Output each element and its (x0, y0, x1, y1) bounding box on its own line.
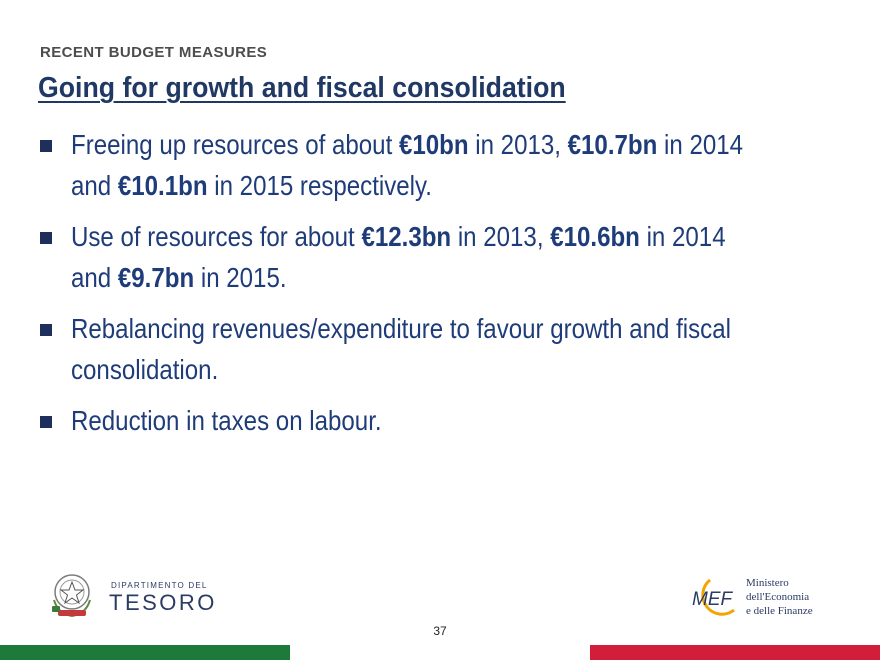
bullet-list (38, 124, 868, 451)
text-segment: Rebalancing revenues/expenditure to favour growth and fiscal (71, 313, 731, 344)
bullet-item (38, 308, 868, 390)
text-segment: and (71, 262, 118, 293)
section-label: RECENT BUDGET MEASURES (40, 44, 268, 61)
text-segment: Freeing up resources of about (71, 129, 399, 160)
bullet-text (71, 124, 871, 206)
square-bullet-icon (40, 416, 52, 428)
bullet-line (71, 165, 871, 206)
slide-title: Going for growth and fiscal consolidation (38, 72, 566, 104)
bullet-line (71, 349, 871, 390)
mef-text (746, 576, 813, 618)
text-segment: and (71, 170, 118, 201)
bullet-line (71, 308, 871, 349)
square-bullet-icon (40, 232, 52, 244)
mef-line-1: Ministero (746, 577, 789, 589)
bold-amount: €9.7bn (117, 262, 195, 293)
bullet-line (71, 400, 871, 441)
text-segment: in 2015 respectively. (207, 170, 432, 201)
text-segment: in 2014 (657, 129, 744, 160)
text-segment: consolidation. (71, 354, 219, 385)
bullet-line (71, 124, 871, 165)
mef-logo-icon (690, 574, 744, 620)
mef-line-2: dell'Economia (746, 591, 810, 603)
text-segment: in 2013, (451, 221, 551, 252)
flag-stripe-white (290, 645, 590, 660)
text-segment: in 2014 (639, 221, 726, 252)
bullet-text (71, 216, 871, 298)
bold-amount: €12.3bn (361, 221, 452, 252)
bold-amount: €10.1bn (117, 170, 208, 201)
text-segment: Reduction in taxes on labour. (71, 405, 382, 436)
tesoro-small-text: DIPARTIMENTO DEL (111, 581, 208, 590)
flag-stripe-red (590, 645, 880, 660)
bullet-line (71, 216, 871, 257)
text-segment: Use of resources for about (71, 221, 362, 252)
bullet-text (71, 400, 871, 441)
bullet-item (38, 124, 868, 206)
bullet-item (38, 216, 868, 298)
page-number: 37 (433, 624, 447, 638)
bullet-item (38, 400, 868, 441)
svg-text:MEF: MEF (692, 589, 733, 610)
mef-line-3: e delle Finanze (746, 605, 813, 617)
flag-stripe-green (0, 645, 290, 660)
bullet-text (71, 308, 871, 390)
bold-amount: €10.6bn (550, 221, 640, 252)
tesoro-big-text: TESORO (109, 590, 217, 615)
text-segment: in 2015. (194, 262, 287, 293)
square-bullet-icon (40, 324, 52, 336)
text-segment: in 2013, (468, 129, 568, 160)
square-bullet-icon (40, 140, 52, 152)
bullet-line (71, 257, 871, 298)
italian-emblem-icon (48, 570, 100, 622)
bold-amount: €10bn (398, 129, 469, 160)
bold-amount: €10.7bn (567, 129, 658, 160)
